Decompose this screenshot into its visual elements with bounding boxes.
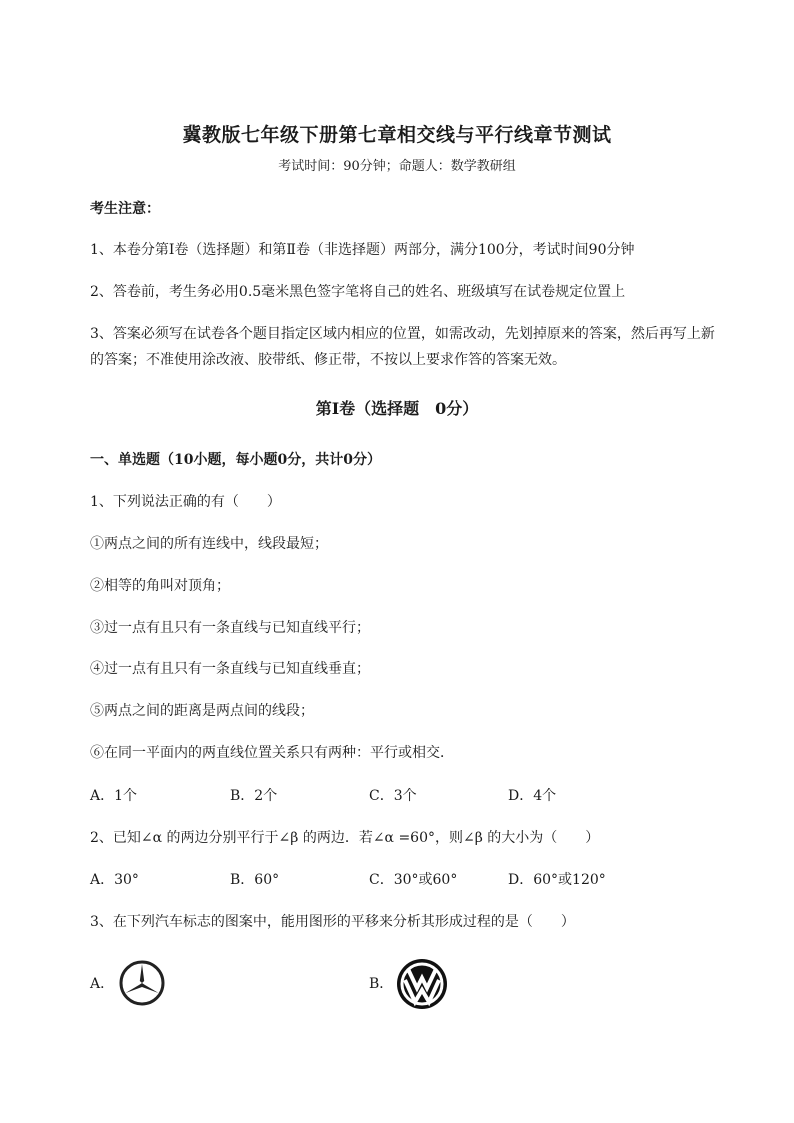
mercedes-logo-icon: [118, 960, 166, 1006]
notice-item-3-cont: 的答案；不准使用涂改液、胶带纸、修正带，不按以上要求作答的答案无效。: [90, 352, 566, 368]
q2-option-b: B．60°: [230, 872, 280, 888]
q1-option-a: A．1个: [90, 788, 138, 804]
notice-item-3: 3、答案必须写在试卷各个题目指定区域内相应的位置，如需改动，先划掉原来的答案，然后再写上新: [90, 326, 715, 342]
q1-statement-3: ③过一点有且只有一条直线与已知直线平行；: [90, 620, 370, 636]
q2-stem: 2、已知∠α 的两边分别平行于∠β 的两边．若∠α =60°，则∠β 的大小为（ ）: [90, 830, 600, 846]
q1-option-b: B．2个: [230, 788, 278, 804]
q3-stem: 3、在下列汽车标志的图案中，能用图形的平移来分析其形成过程的是（ ）: [90, 914, 575, 930]
q1-statement-2: ②相等的角叫对顶角；: [90, 578, 230, 594]
q1-stem: 1、下列说法正确的有（ ）: [90, 494, 281, 510]
notice-heading: 考生注意：: [90, 201, 160, 217]
q1-option-d: D．4个: [508, 788, 557, 804]
q3-option-a: A．: [90, 976, 115, 992]
q2-option-a: A．30°: [90, 872, 139, 888]
q1-statement-1: ①两点之间的所有连线中，线段最短；: [90, 536, 328, 552]
q2-option-c: C．30°或60°: [369, 872, 458, 888]
notice-item-2: 2、答卷前，考生务必用0.5毫米黑色签字笔将自己的姓名、班级填写在试卷规定位置上: [90, 284, 626, 300]
q1-statement-4: ④过一点有且只有一条直线与已知直线垂直；: [90, 661, 370, 677]
q3-option-b: B．: [369, 976, 394, 992]
page-subtitle: 考试时间：90分钟；命题人：数学教研组: [278, 159, 516, 174]
q2-option-d: D．60°或120°: [508, 872, 606, 888]
notice-item-1: 1、本卷分第I卷（选择题）和第Ⅱ卷（非选择题）两部分，满分100分，考试时间90分钟: [90, 242, 635, 258]
q1-statement-6: ⑥在同一平面内的两直线位置关系只有两种：平行或相交．: [90, 745, 454, 761]
volkswagen-logo-icon: [394, 958, 450, 1010]
section-title: 第I卷（选择题 0分）: [315, 399, 479, 418]
q1-option-c: C．3个: [369, 788, 417, 804]
part-heading: 一、单选题（10小题，每小题0分，共计0分）: [90, 452, 381, 468]
page-title: 冀教版七年级下册第七章相交线与平行线章节测试: [182, 124, 612, 146]
q1-statement-5: ⑤两点之间的距离是两点间的线段；: [90, 703, 314, 719]
